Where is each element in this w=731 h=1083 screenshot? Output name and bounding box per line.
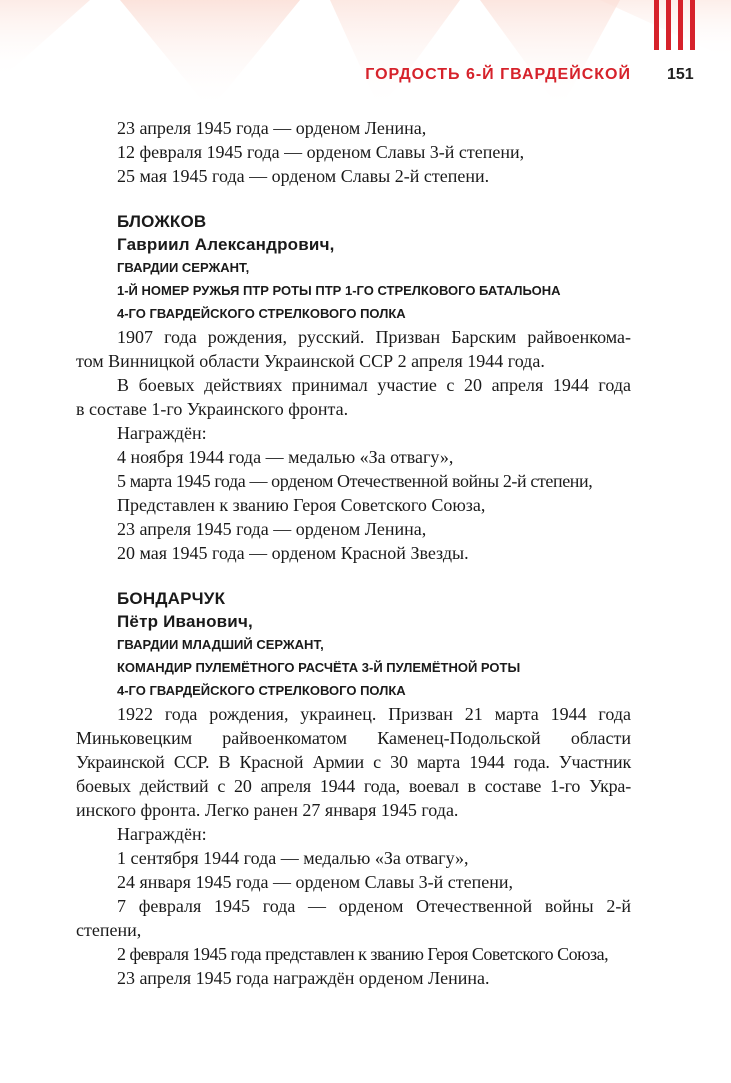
- entry-position: 1-Й НОМЕР РУЖЬЯ ПТР РОТЫ ПТР 1-ГО СТРЕЛКОВОГО БАТАЛЬОНА: [117, 283, 561, 298]
- bio-line: Украинской ССР. В Красной Армии с 30 марта 1944 года. Участник: [76, 752, 631, 772]
- award-line: 4 ноября 1944 года — медалью «За отвагу»,: [117, 447, 454, 467]
- stripe: [666, 0, 671, 50]
- bio-line: инского фронта. Легко ранен 27 января 1945 года.: [76, 800, 459, 820]
- awards-label: Награждён:: [117, 423, 207, 443]
- entry-surname: БОНДАРЧУК: [117, 589, 226, 608]
- award-line: 23 апреля 1945 года — орденом Ленина,: [117, 118, 427, 138]
- stripe: [678, 0, 683, 50]
- page-body: [76, 116, 631, 990]
- entry-surname: БЛОЖКОВ: [117, 212, 207, 231]
- award-line: 25 мая 1945 года — орденом Славы 2-й степени.: [117, 166, 490, 186]
- bio-line: в составе 1-го Украинского фронта.: [76, 399, 349, 419]
- award-line: 23 апреля 1945 года — орденом Ленина,: [117, 519, 427, 539]
- entry-rank: ГВАРДИИ СЕРЖАНТ,: [117, 260, 250, 275]
- award-line: 2 февраля 1945 года представлен к званию Героя Советского Союза,: [117, 944, 609, 964]
- awards-label: Награждён:: [117, 824, 207, 844]
- stripe: [690, 0, 695, 50]
- stripe: [654, 0, 659, 50]
- award-line: 12 февраля 1945 года — орденом Славы 3-й степени,: [117, 142, 525, 162]
- bio-line: В боевых действиях принимал участие с 20 апреля 1944 года: [117, 375, 631, 395]
- ray-pattern-decoration: [0, 0, 731, 110]
- entry-given-name: Гавриил Александрович,: [117, 235, 335, 254]
- page-number: 151: [667, 66, 694, 83]
- award-line: 1 сентября 1944 года — медалью «За отвагу»,: [117, 848, 469, 868]
- entry-given-name: Пётр Иванович,: [117, 612, 253, 631]
- award-line: Представлен к званию Героя Советского Союза,: [117, 495, 486, 515]
- bio-line: 1907 года рождения, русский. Призван Барским райвоенкома-: [117, 327, 631, 347]
- entry-position: 4-ГО ГВАРДЕЙСКОГО СТРЕЛКОВОГО ПОЛКА: [117, 683, 406, 698]
- entry-rank: ГВАРДИИ МЛАДШИЙ СЕРЖАНТ,: [117, 637, 324, 652]
- biography-entry: [76, 210, 631, 565]
- entry-position: КОМАНДИР ПУЛЕМЁТНОГО РАСЧЁТА 3-Й ПУЛЕМЁТНОЙ РОТЫ: [117, 660, 521, 675]
- bio-line: боевых действий с 20 апреля 1944 года, воевал в составе 1-го Укра-: [76, 776, 631, 796]
- bio-line: Миньковецким райвоенкоматом Каменец-Подольской области: [76, 728, 631, 748]
- bio-line: 1922 года рождения, украинец. Призван 21 марта 1944 года: [117, 704, 631, 724]
- entry-position: 4-ГО ГВАРДЕЙСКОГО СТРЕЛКОВОГО ПОЛКА: [117, 306, 406, 321]
- award-line: 23 апреля 1945 года награждён орденом Ленина.: [117, 968, 490, 988]
- header-background-decoration: [0, 0, 731, 110]
- biography-entry: [76, 587, 631, 990]
- award-line: 7 февраля 1945 года — орденом Отечественной войны 2-й: [117, 896, 631, 916]
- running-title: ГОРДОСТЬ 6-Й ГВАРДЕЙСКОЙ: [365, 66, 631, 83]
- award-line: 20 мая 1945 года — орденом Красной Звезды.: [117, 543, 469, 563]
- award-line: 24 января 1945 года — орденом Славы 3-й степени,: [117, 872, 514, 892]
- award-line: степени,: [76, 920, 142, 940]
- bio-line: том Винницкой области Украинской ССР 2 апреля 1944 года.: [76, 351, 545, 371]
- award-line: 5 марта 1945 года — орденом Отечественной войны 2-й степени,: [117, 471, 593, 491]
